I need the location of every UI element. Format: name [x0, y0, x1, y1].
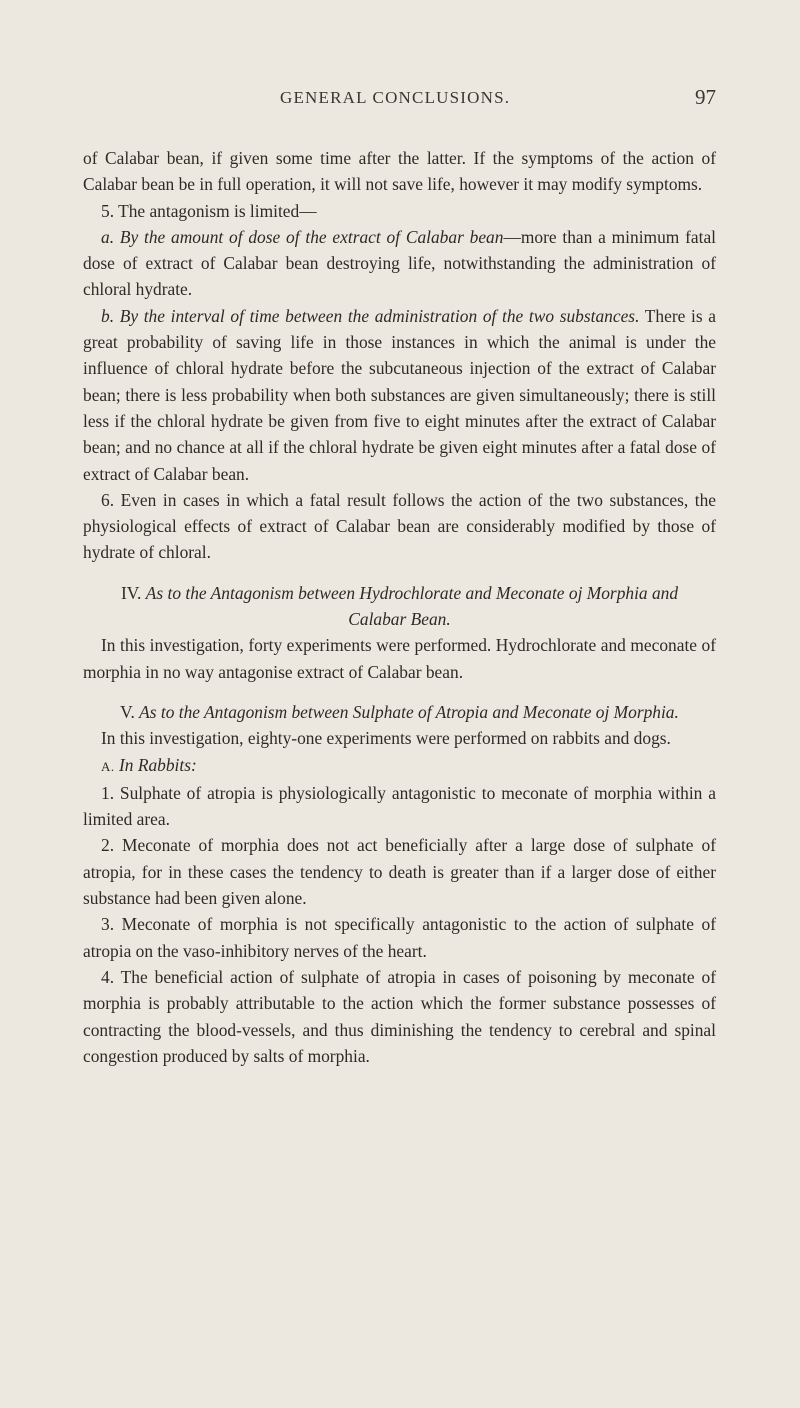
paragraph-item-a	[83, 224, 716, 303]
section-iv-title: As to the Antagonism between Hydrochlorate and Meconate oj Morphia and Calabar Bean.	[145, 582, 679, 630]
paragraph-item-5: 5. The antagonism is limited—	[101, 200, 317, 221]
item-b-label: b. By the interval of time between the administration of the two substances.	[101, 305, 640, 326]
item-a-text: —more than a minimum fatal dose of extract of Calabar bean destroying life, notwithstanding the administration of chloral hydrate.	[83, 226, 716, 300]
paragraph-rabbits-4: 4. The beneficial action of sulphate of atropia in cases of poisoning by meconate of morphia is probably attributable to the action which the former substance possesses of contracting the blood-vessels, and thus diminishing the tendency to cerebral and spinal congestion produced by salts of morphia.	[83, 966, 716, 1066]
section-iv-number: IV.	[120, 582, 142, 603]
paragraph-section-iv: In this investigation, forty experiments were performed. Hydrochlorate and meconate of morphia in no way antagonise extract of Calabar bean.	[83, 635, 716, 682]
body-text	[83, 145, 716, 1069]
subheading-rabbits	[83, 752, 716, 780]
section-heading-v	[83, 699, 716, 725]
paragraph-section-v: In this investigation, eighty-one experiments were performed on rabbits and dogs.	[101, 728, 671, 749]
subheading-rabbits-title: In Rabbits:	[119, 754, 197, 775]
section-heading-iv	[83, 580, 716, 633]
section-v-number: V.	[120, 701, 135, 722]
paragraph-item-6: 6. Even in cases in which a fatal result follows the action of the two substances, the physiological effects of extract of Calabar bean are considerably modified by those of hydrate of chloral.	[83, 489, 716, 563]
page-number: 97	[695, 85, 716, 109]
paragraph-rabbits-2: 2. Meconate of morphia does not act beneficially after a large dose of sulphate of atropia, for in these cases the tendency to death is greater than if a larger dose of either substance had been given alone.	[83, 835, 716, 909]
paragraph-continuation: of Calabar bean, if given some time after the latter. If the symptoms of the action of Calabar bean be in full operation, it will not save life, however it may modify symptoms.	[83, 148, 716, 195]
paragraph-rabbits-1: 1. Sulphate of atropia is physiologically antagonistic to meconate of morphia within a limited area.	[83, 782, 716, 830]
running-header	[0, 85, 800, 118]
item-a-label: a. By the amount of dose of the extract of Calabar bean	[101, 226, 504, 247]
item-b-text: There is a great probability of saving life in those instances in which the animal is under the influence of chloral hydrate before the subcutaneous injection of the extract of Calabar bean; there is less probability when both substances are given simultaneously; there is still less if the chloral hydrate be given from five to eight minutes after the extract of Calabar bean; and no chance at all if the chloral hydrate be given eight minutes after a fatal dose of extract of Calabar bean.	[83, 305, 716, 484]
subheading-rabbits-number: A.	[101, 758, 115, 774]
paragraph-rabbits-3: 3. Meconate of morphia is not specifically antagonistic to the action of sulphate of atropia on the vaso-inhibitory nerves of the heart.	[83, 914, 716, 961]
section-v-title: As to the Antagonism between Sulphate of Atropia and Meconate oj Morphia.	[139, 701, 679, 722]
running-title: GENERAL CONCLUSIONS.	[280, 88, 511, 107]
paragraph-item-b	[83, 303, 716, 487]
